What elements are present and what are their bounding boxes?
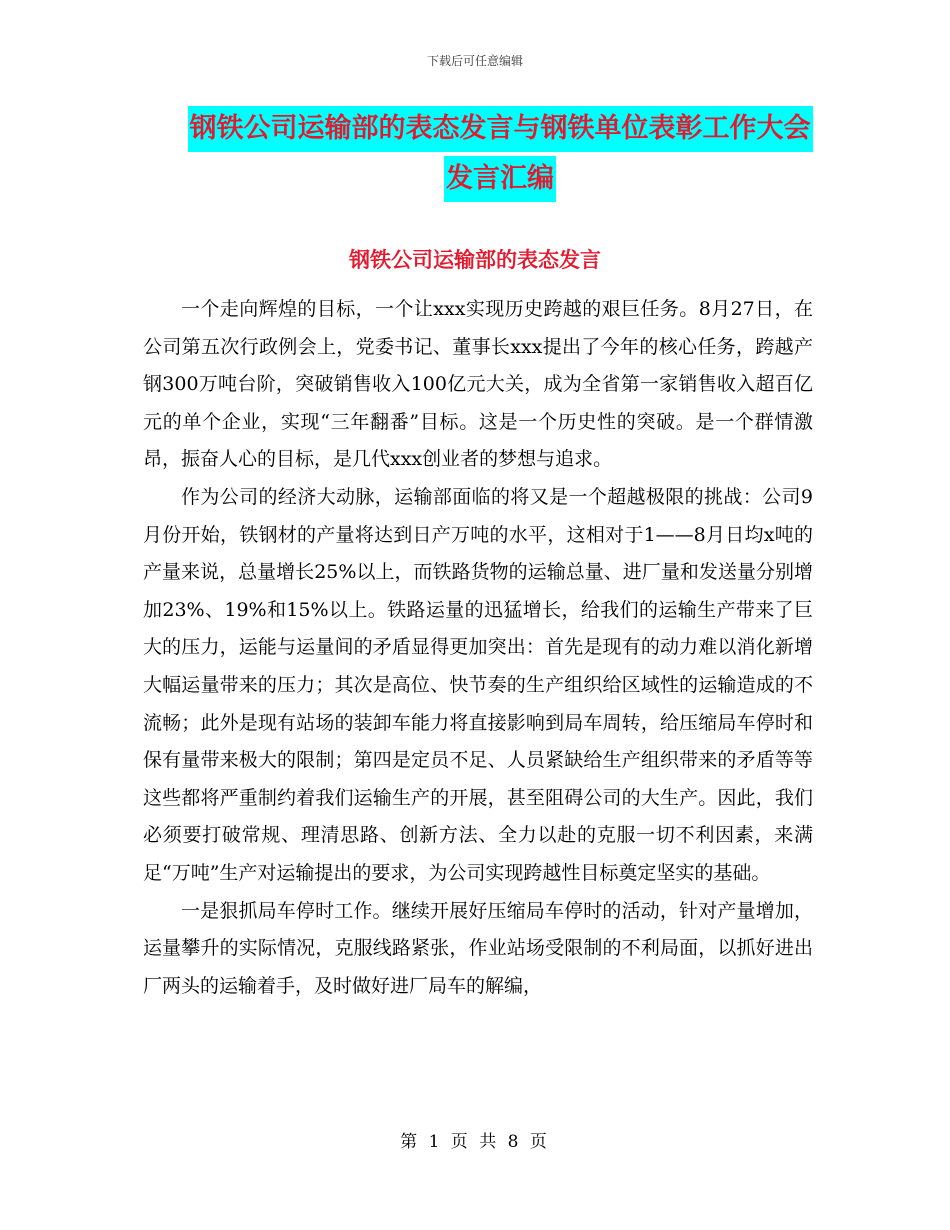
section-heading: 钢铁公司运输部的表态发言: [349, 248, 601, 272]
title-line-1: 钢铁公司运输部的表态发言与钢铁单位表彰工作大会: [188, 106, 813, 152]
document-title: [140, 106, 860, 202]
body-text: [143, 291, 813, 1005]
title-line-2: 发言汇编: [444, 156, 556, 202]
paragraph: 作为公司的经济大动脉，运输部面临的将又是一个超越极限的挑战：公司9月份开始，铁钢材的产量将达到日产万吨的水平，这相对于1——8月日均x吨的产量来说，总量增长25%以上，而铁路货物的运输总量、进厂量和发送量分别增加23%、19%和15%以上。铁路运量的迅猛增长，给我们的运输生产带来了巨大的压力，运能与运量间的矛盾显得更加突出：首先是现有的动力难以消化新增大幅运量带来的压力；其次是高位、快节奏的生产组织给区域性的运输造成的不流畅；此外是现有站场的装卸车能力将直接影响到局车周转，给压缩局车停时和保有量带来极大的限制；第四是定员不足、人员紧缺给生产组织带来的矛盾等等这些都将严重制约着我们运输生产的开展，甚至阻碍公司的大生产。因此，我们必须要打破常规、理清思路、创新方法、全力以赴的克服一切不利因素，来满足“万吨”生产对运输提出的要求，为公司实现跨越性目标奠定坚实的基础。: [143, 485, 813, 884]
paragraph: 一个走向辉煌的目标，一个让xxx实现历史跨越的艰巨任务。8月27日，在公司第五次行政例会上，党委书记、董事长xxx提出了今年的核心任务，跨越产钢300万吨台阶，突破销售收入100亿元大关，成为全省第一家销售收入超百亿元的单个企业，实现“三年翻番”目标。这是一个历史性的突破。是一个群情激昂，振奋人心的目标，是几代xxx创业者的梦想与追求。: [143, 298, 813, 471]
page-footer: 第 1 页 共 8 页: [400, 1132, 550, 1152]
paragraph: 一是狠抓局车停时工作。继续开展好压缩局车停时的活动，针对产量增加，运量攀升的实际情况，克服线路紧张，作业站场受限制的不利局面，以抓好进出厂两头的运输着手，及时做好进厂局车的解编，: [143, 899, 813, 997]
header-note: 下载后可任意编辑: [426, 54, 523, 68]
